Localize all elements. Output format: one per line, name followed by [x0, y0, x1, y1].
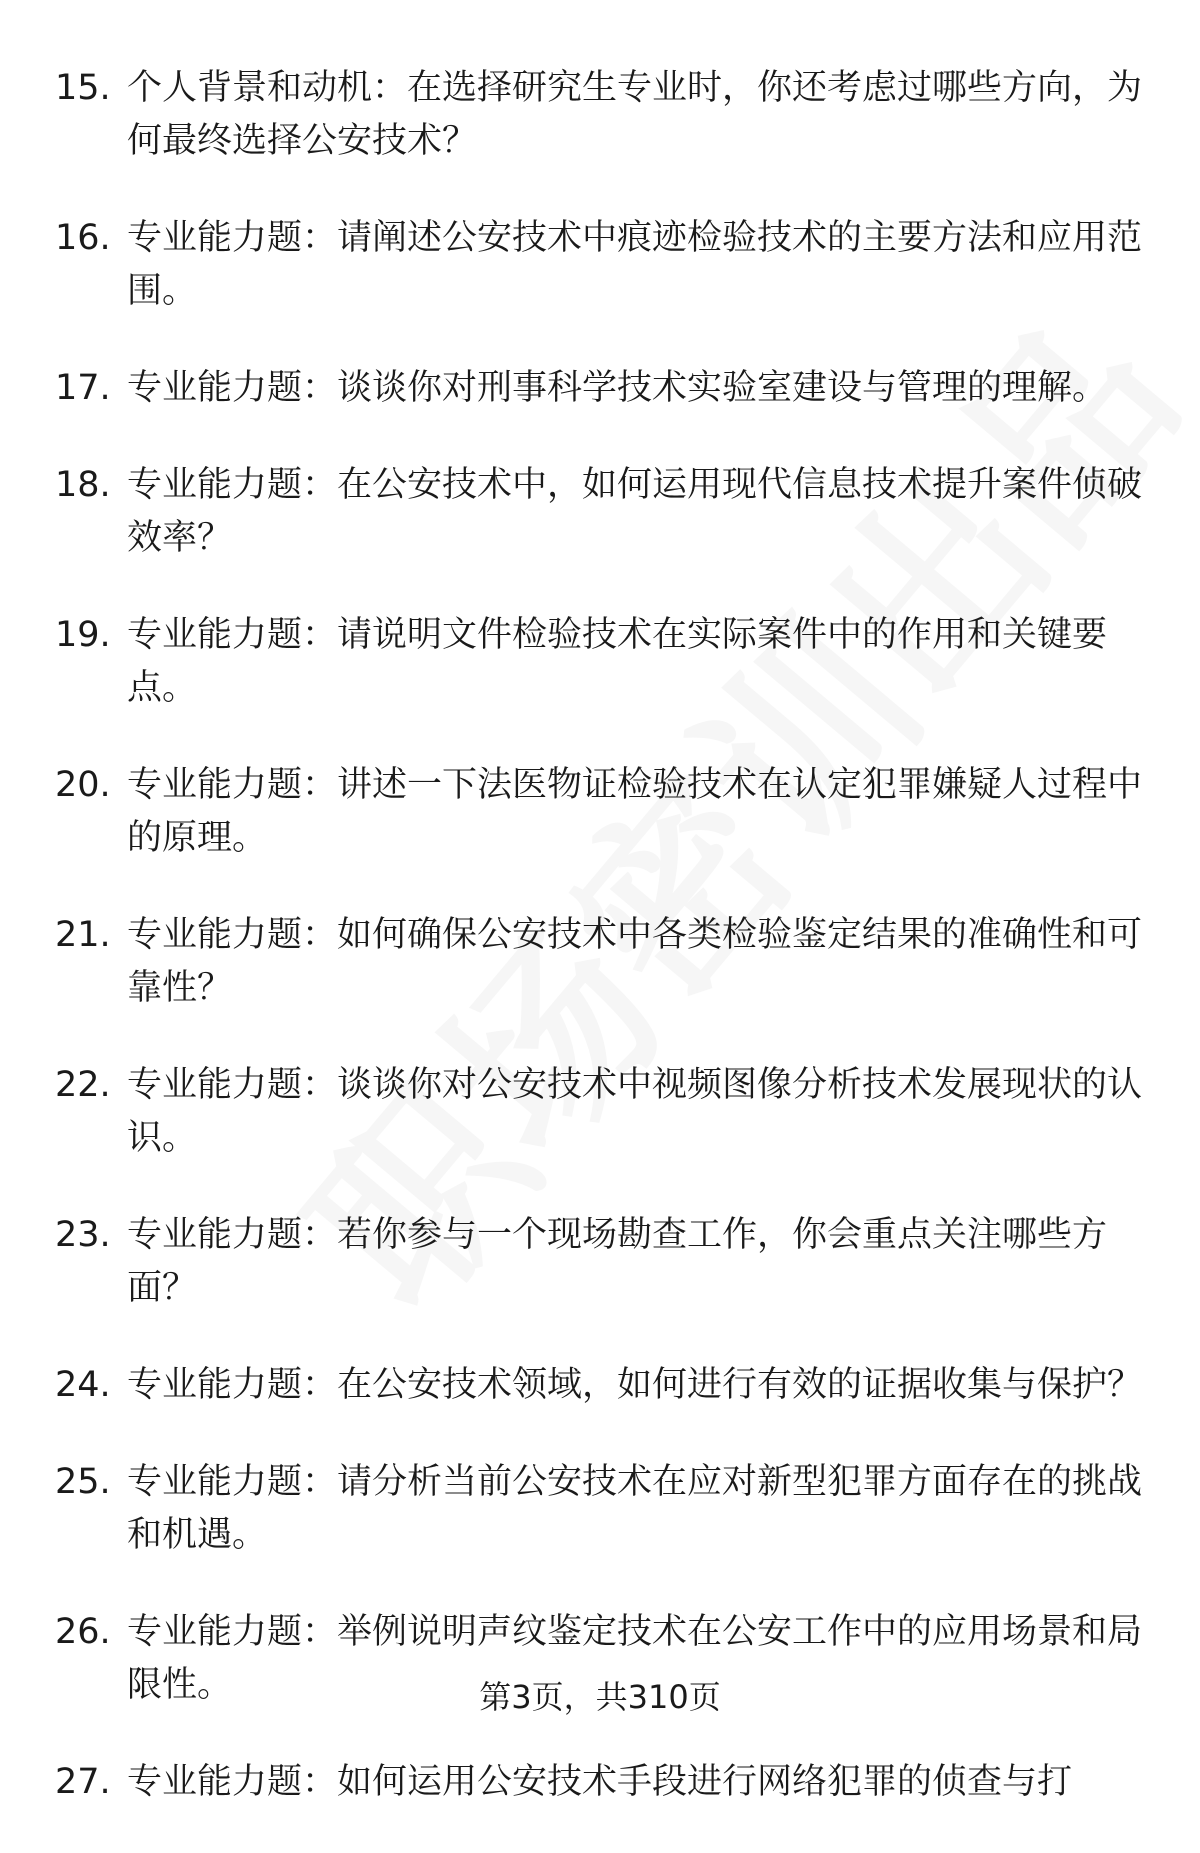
question-number: 20. [55, 765, 111, 805]
question-text: 专业能力题：请阐述公安技术中痕迹检验技术的主要方法和应用范围。 [127, 218, 1143, 311]
list-item [55, 362, 1145, 415]
question-number: 22. [55, 1065, 111, 1105]
list-item [55, 609, 1145, 715]
question-number: 19. [55, 615, 111, 655]
list-item [55, 1756, 1145, 1809]
question-text: 专业能力题：在公安技术领域，如何进行有效的证据收集与保护？ [127, 1365, 1143, 1405]
list-item [55, 459, 1145, 565]
page-number-footer: 第3页，共310页 [479, 1678, 721, 1716]
list-item [55, 759, 1145, 865]
list-item [55, 212, 1145, 318]
question-text: 专业能力题：谈谈你对公安技术中视频图像分析技术发展现状的认识。 [127, 1065, 1143, 1158]
question-number: 16. [55, 218, 111, 258]
question-list [55, 62, 1145, 1853]
question-text: 专业能力题：请说明文件检验技术在实际案件中的作用和关键要点。 [127, 615, 1108, 708]
question-text: 专业能力题：请分析当前公安技术在应对新型犯罪方面存在的挑战和机遇。 [127, 1462, 1143, 1555]
question-number: 25. [55, 1462, 111, 1502]
question-text: 专业能力题：举例说明声纹鉴定技术在公安工作中的应用场景和局限性。 [127, 1612, 1143, 1705]
list-item [55, 62, 1145, 168]
question-number: 27. [55, 1762, 111, 1802]
question-number: 26. [55, 1612, 111, 1652]
list-item [55, 909, 1145, 1015]
question-number: 17. [55, 368, 111, 408]
question-text: 个人背景和动机：在选择研究生专业时，你还考虑过哪些方向，为何最终选择公安技术？ [127, 68, 1143, 161]
question-text: 专业能力题：如何确保公安技术中各类检验鉴定结果的准确性和可靠性？ [127, 915, 1143, 1008]
list-item [55, 1359, 1145, 1412]
question-text: 专业能力题：讲述一下法医物证检验技术在认定犯罪嫌疑人过程中的原理。 [127, 765, 1143, 858]
list-item [55, 1456, 1145, 1562]
question-text: 专业能力题：谈谈你对刑事科学技术实验室建设与管理的理解。 [127, 368, 1108, 408]
question-text: 专业能力题：在公安技术中，如何运用现代信息技术提升案件侦破效率？ [127, 465, 1143, 558]
list-item [55, 1209, 1145, 1315]
question-text: 专业能力题：如何运用公安技术手段进行网络犯罪的侦查与打 [127, 1762, 1073, 1802]
question-number: 15. [55, 68, 111, 108]
question-number: 23. [55, 1215, 111, 1255]
list-item [55, 1059, 1145, 1165]
question-number: 18. [55, 465, 111, 505]
question-number: 24. [55, 1365, 111, 1405]
question-number: 21. [55, 915, 111, 955]
question-text: 专业能力题：若你参与一个现场勘查工作，你会重点关注哪些方面？ [127, 1215, 1108, 1308]
